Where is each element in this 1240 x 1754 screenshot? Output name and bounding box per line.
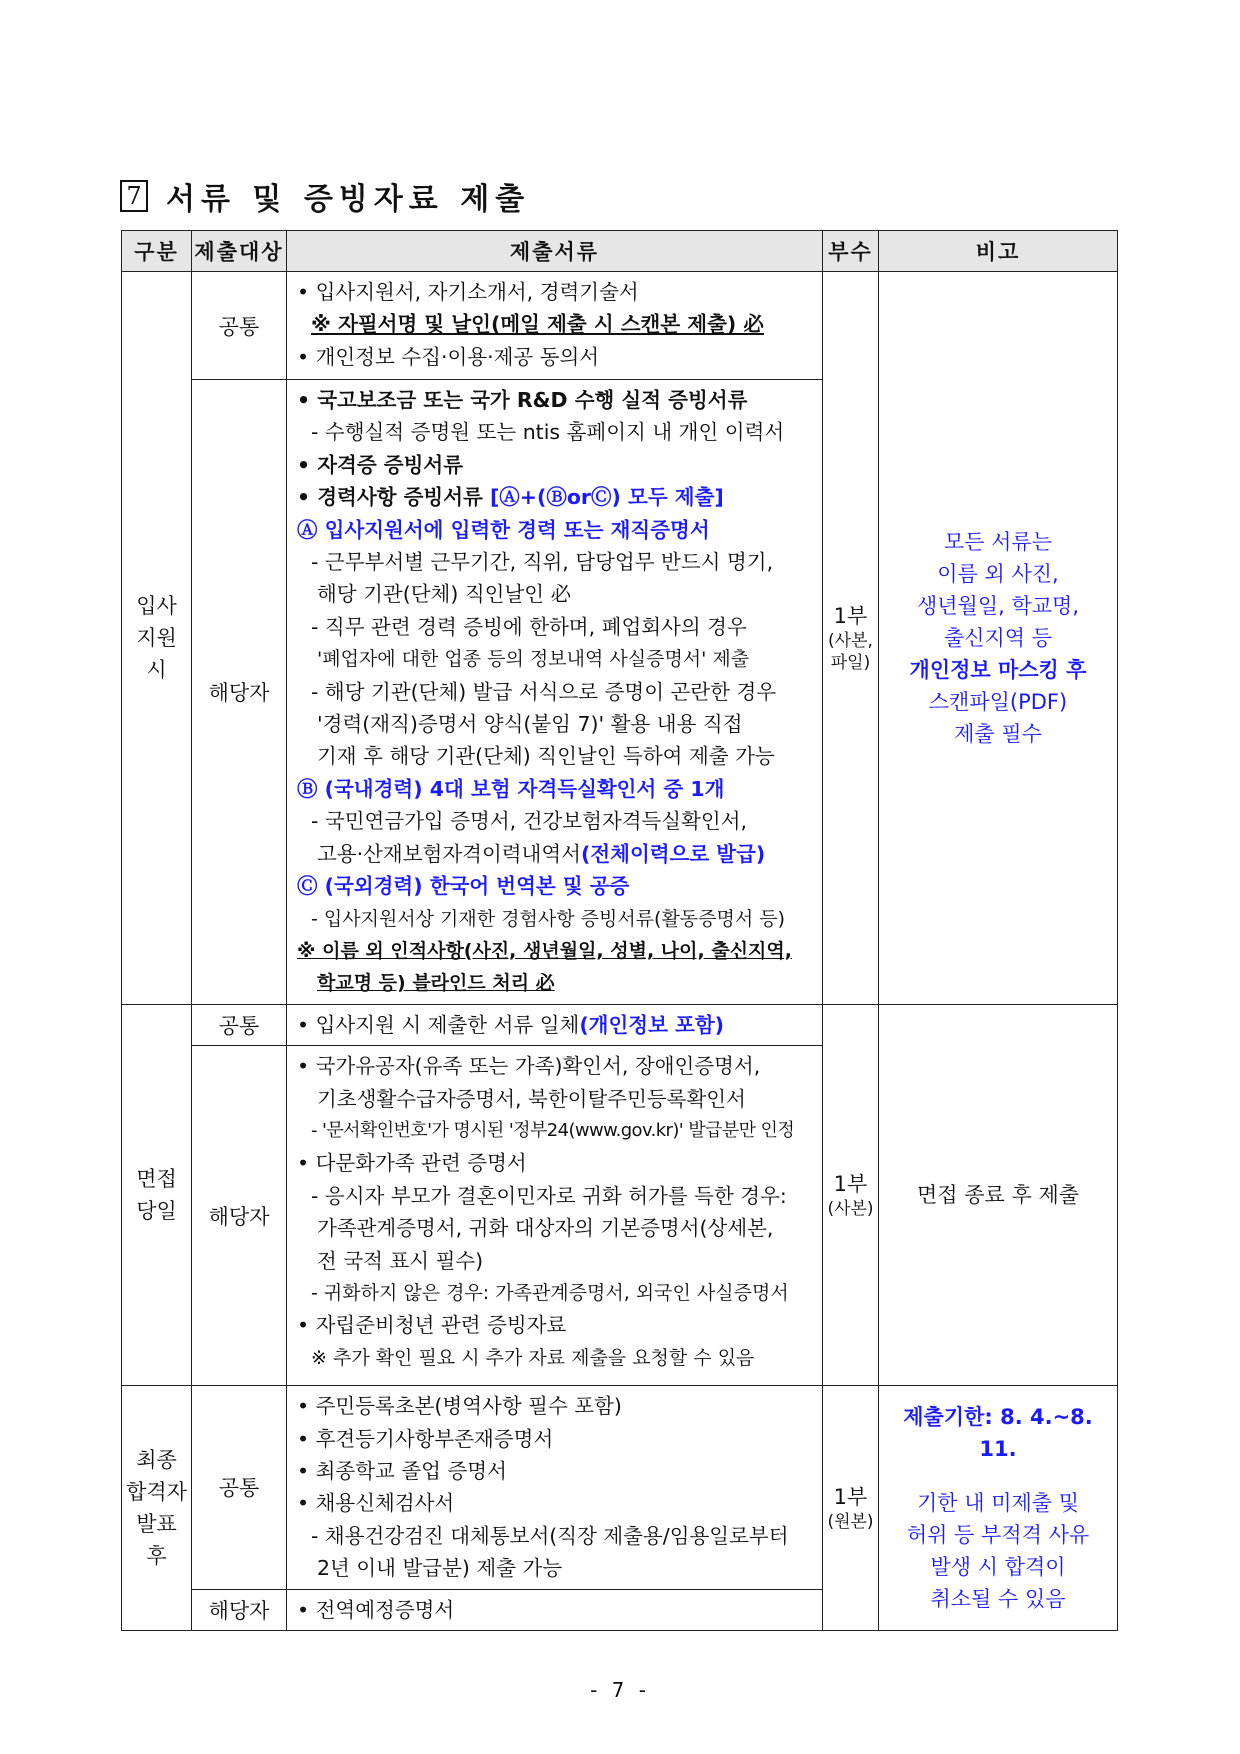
doc-line: 가족관계증명서, 귀화 대상자의 기본증명서(상세본,: [317, 1216, 774, 1241]
doc-line: 2년 이내 발급분) 제출 가능: [317, 1556, 563, 1581]
note-line: 발생 시 합격이: [930, 1555, 1066, 1580]
doc-line: - 입사지원서상 기재한 경험사항 증빙서류(활동증명서 등): [311, 907, 786, 930]
count-value: 1부: [833, 1485, 868, 1510]
doc-line: ※ 자필서명 및 날인(메일 제출 시 스캔본 제출) 必: [311, 312, 764, 337]
doc-line: [297, 1009, 816, 1041]
section-title: 서류 및 증빙자료 제출: [166, 182, 531, 217]
doc-line: - 귀화하지 않은 경우: 가족관계증명서, 외국인 사실증명서: [311, 1281, 789, 1304]
doc-line: • 국고보조금 또는 국가 R&D 수행 실적 증빙서류: [297, 388, 748, 412]
doc-line: Ⓒ (국외경력) 한국어 번역본 및 공증: [297, 874, 630, 899]
note-cell: [879, 272, 1118, 1005]
note-line: 생년월일, 학교명,: [916, 593, 1080, 618]
doc-line: - 직무 관련 경력 증빙에 한하며, 폐업회사의 경우: [311, 614, 747, 639]
note-line: 취소될 수 있음: [930, 1587, 1066, 1612]
section-number: 7: [120, 180, 148, 212]
count-cell: [823, 1386, 879, 1631]
header-note: 비고: [879, 231, 1118, 272]
note-line: 개인정보 마스킹 후: [909, 657, 1087, 682]
doc-line: 기초생활수급자증명서, 북한이탈주민등록확인서: [317, 1086, 746, 1111]
target-common: 공통: [192, 272, 287, 380]
documents-cell: [287, 1046, 823, 1386]
documents-cell: [287, 1386, 823, 1589]
doc-line: ※ 이름 외 인적사항(사진, 생년월일, 성별, 나이, 출신지역,: [297, 939, 792, 962]
table-row: [122, 1386, 1118, 1589]
category-final: 최종 합격자 발표 후: [122, 1386, 192, 1631]
doc-line: • 전역예정증명서: [297, 1597, 455, 1622]
note-line: 기한 내 미제출 및: [916, 1491, 1080, 1516]
header-count: 부수: [823, 231, 879, 272]
doc-text-highlight: (개인정보 포함): [579, 1012, 725, 1037]
doc-line: • 채용신체검사서: [297, 1491, 455, 1516]
note-line: 모든 서류는: [943, 529, 1053, 554]
doc-line: 기재 후 해당 기관(단체) 직인날인 득하여 제출 가능: [317, 744, 775, 769]
doc-line: 학교명 등) 블라인드 처리 必: [317, 972, 555, 995]
doc-line: • 자립준비청년 관련 증빙자료: [297, 1313, 567, 1338]
doc-line: [297, 481, 816, 513]
doc-line: • 개인정보 수집·이용·제공 동의서: [297, 344, 600, 369]
count-note: (사본): [827, 1198, 874, 1219]
doc-line: [297, 838, 816, 870]
note-cell: [879, 1386, 1118, 1631]
doc-line: Ⓑ (국내경력) 4대 보험 자격득실확인서 중 1개: [297, 776, 725, 801]
table-row: [122, 272, 1118, 380]
target-common: 공통: [192, 1004, 287, 1045]
count-note: (사본, 파일): [828, 630, 873, 673]
doc-line: • 주민등록초본(병역사항 필수 포함): [297, 1394, 622, 1419]
target-applicable: 해당자: [192, 380, 287, 1005]
category-application: 입사 지원 시: [122, 272, 192, 1005]
document-table: [121, 230, 1118, 1631]
documents-cell: [287, 272, 823, 380]
doc-line: ※ 추가 확인 필요 시 추가 자료 제출을 요청할 수 있음: [311, 1346, 755, 1369]
documents-cell: [287, 1589, 823, 1630]
doc-line: - '문서확인번호'가 명시된 '정부24(www.gov.kr)' 발급분만 인정: [311, 1119, 795, 1141]
doc-line: 전 국적 표시 필수): [317, 1248, 484, 1273]
count-value: 1부: [833, 1171, 868, 1196]
header-category: 구분: [122, 231, 192, 272]
doc-line: - 국민연금가입 증명서, 건강보험자격득실확인서,: [311, 809, 748, 834]
header-target: 제출대상: [192, 231, 287, 272]
page-number: - 7 -: [590, 1678, 650, 1702]
doc-text-highlight: [Ⓐ+(ⒷorⒸ) 모두 제출]: [489, 485, 724, 510]
doc-text: 고용·산재보험자격이력내역서: [317, 841, 581, 866]
doc-line: • 최종학교 졸업 증명서: [297, 1458, 507, 1483]
doc-line: - 응시자 부모가 결혼이민자로 귀화 허가를 득한 경우:: [311, 1183, 787, 1208]
doc-line: 해당 기관(단체) 직인날인 必: [317, 582, 572, 607]
doc-line: • 다문화가족 관련 증명서: [297, 1151, 527, 1176]
target-common: 공통: [192, 1386, 287, 1589]
note-cell: [879, 1004, 1118, 1385]
doc-text: • 입사지원 시 제출한 서류 일체: [297, 1012, 580, 1037]
target-applicable: 해당자: [192, 1589, 287, 1630]
count-cell: [823, 1004, 879, 1385]
deadline-line: 제출기한: 8. 4.~8. 11.: [903, 1405, 1093, 1462]
doc-line: • 입사지원서, 자기소개서, 경력기술서: [297, 280, 639, 304]
note-line: 면접 종료 후 제출: [916, 1182, 1080, 1207]
note-line: 허위 등 부적격 사유: [906, 1523, 1090, 1548]
header-documents: 제출서류: [287, 231, 823, 272]
target-applicable: 해당자: [192, 1046, 287, 1386]
count-value: 1부: [833, 603, 868, 628]
note-line: 출신지역 등: [943, 625, 1053, 650]
count-cell: [823, 272, 879, 1005]
note-line: 제출 필수: [954, 721, 1042, 746]
table-row: [122, 1004, 1118, 1045]
documents-cell: [287, 380, 823, 1005]
section-heading: [120, 176, 530, 216]
doc-line: - 수행실적 증명원 또는 ntis 홈페이지 내 개인 이력서: [311, 420, 785, 445]
doc-text-highlight: (전체이력으로 발급): [580, 841, 766, 866]
doc-line: - 채용건강검진 대체통보서(직장 제출용/임용일로부터: [311, 1523, 789, 1548]
table-header-row: [122, 231, 1118, 272]
doc-text: • 경력사항 증빙서류: [297, 485, 490, 510]
count-note: (원본): [827, 1512, 874, 1533]
doc-line: • 후견등기사항부존재증명서: [297, 1426, 554, 1451]
category-interview: 면접 당일: [122, 1004, 192, 1385]
doc-line: Ⓐ 입사지원서에 입력한 경력 또는 재직증명서: [297, 517, 710, 542]
doc-line: • 자격증 증빙서류: [297, 452, 463, 477]
doc-line: - 근무부서별 근무기간, 직위, 담당업무 반드시 명기,: [311, 550, 774, 575]
doc-line: • 국가유공자(유족 또는 가족)확인서, 장애인증명서,: [297, 1054, 761, 1079]
note-line: 스캔파일(PDF): [928, 689, 1068, 714]
note-line: 이름 외 사진,: [937, 561, 1059, 586]
doc-line: '폐업자에 대한 업종 등의 정보내역 사실증명서' 제출: [317, 648, 750, 671]
documents-cell: [287, 1004, 823, 1045]
doc-line: - 해당 기관(단체) 발급 서식으로 증명이 곤란한 경우: [311, 679, 777, 704]
doc-line: '경력(재직)증명서 양식(붙임 7)' 활용 내용 직접: [317, 712, 743, 737]
